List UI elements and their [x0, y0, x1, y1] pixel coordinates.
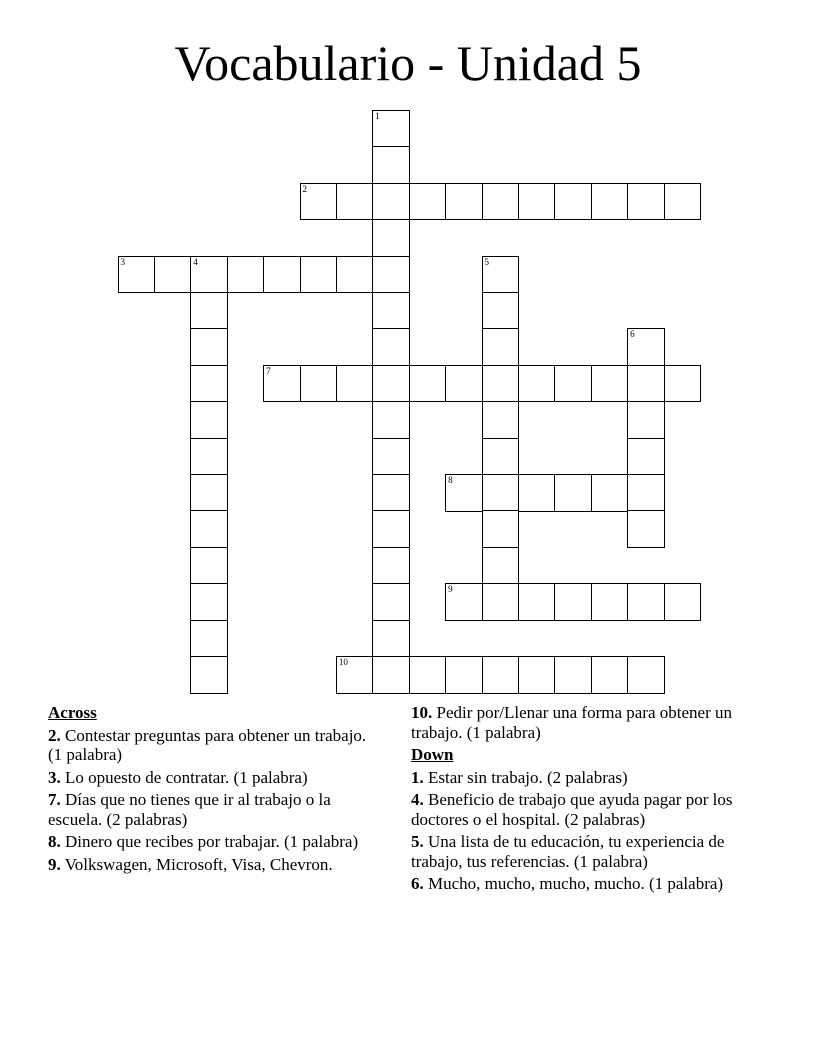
- crossword-cell[interactable]: [518, 583, 556, 621]
- crossword-cell[interactable]: [627, 583, 665, 621]
- clue-number-label: 3: [120, 256, 125, 267]
- crossword-cell[interactable]: [664, 583, 702, 621]
- crossword-cell[interactable]: [554, 365, 592, 403]
- clue-down-6: [411, 874, 761, 894]
- crossword-cell[interactable]: [336, 256, 374, 294]
- clue-text: Pedir por/Llenar una forma para obtener un trabajo. (1 palabra): [411, 703, 732, 742]
- clue-number-label: 6: [630, 329, 635, 340]
- crossword-cell[interactable]: [482, 510, 520, 548]
- crossword-cell[interactable]: [190, 256, 228, 294]
- clue-text: Dinero que recibes por trabajar. (1 palabra): [60, 832, 359, 851]
- crossword-cell[interactable]: [482, 438, 520, 476]
- crossword-cell[interactable]: [445, 365, 483, 403]
- crossword-cell[interactable]: [627, 183, 665, 221]
- crossword-cell[interactable]: [190, 656, 228, 694]
- clue-number-label: 4: [193, 256, 198, 267]
- crossword-cell[interactable]: [300, 183, 338, 221]
- clue-number-label: 10: [338, 657, 348, 667]
- clues-right-column: [411, 703, 761, 897]
- crossword-cell[interactable]: [518, 183, 556, 221]
- clue-down-5: [411, 832, 761, 871]
- clue-number: 2.: [48, 725, 61, 745]
- crossword-cell[interactable]: [190, 401, 228, 439]
- clue-across-7: [48, 790, 378, 829]
- crossword-cell[interactable]: [627, 328, 665, 366]
- crossword-cell[interactable]: [445, 656, 483, 694]
- crossword-cell[interactable]: [554, 583, 592, 621]
- puzzle-title: Vocabulario - Unidad 5: [174, 35, 642, 91]
- clue-number-label: 7: [266, 365, 271, 376]
- crossword-cell[interactable]: [118, 256, 156, 294]
- crossword-cell[interactable]: [482, 183, 520, 221]
- clue-number: 10.: [411, 703, 433, 722]
- crossword-cell[interactable]: [190, 474, 228, 512]
- clue-text: Volkswagen, Microsoft, Visa, Chevron.: [60, 854, 333, 874]
- crossword-cell[interactable]: [372, 256, 410, 294]
- crossword-cell[interactable]: [627, 401, 665, 439]
- crossword-cell[interactable]: [482, 547, 520, 585]
- clue-number: 5.: [411, 832, 424, 851]
- crossword-cell[interactable]: [372, 620, 410, 658]
- clue-number-label: 2: [302, 183, 307, 194]
- crossword-cell[interactable]: [336, 365, 374, 403]
- crossword-cell[interactable]: [664, 183, 702, 221]
- crossword-cell[interactable]: [372, 438, 410, 476]
- crossword-cell[interactable]: [627, 474, 665, 512]
- crossword-cell[interactable]: [554, 656, 592, 694]
- crossword-cell[interactable]: [372, 183, 410, 221]
- crossword-cell[interactable]: [227, 256, 265, 294]
- down-heading: Down: [411, 745, 454, 764]
- crossword-cell[interactable]: [372, 510, 410, 548]
- clue-number: 7.: [48, 790, 61, 809]
- crossword-cell[interactable]: [372, 401, 410, 439]
- crossword-cell[interactable]: [518, 474, 556, 512]
- crossword-cell[interactable]: [190, 547, 228, 585]
- clues-left-column: [48, 703, 378, 877]
- crossword-cell[interactable]: [445, 183, 483, 221]
- crossword-cell[interactable]: [372, 474, 410, 512]
- crossword-cell[interactable]: [190, 510, 228, 548]
- crossword-cell[interactable]: [190, 438, 228, 476]
- crossword-cell[interactable]: [445, 583, 483, 621]
- clue-number: 3.: [48, 767, 61, 787]
- crossword-cell[interactable]: [445, 474, 483, 512]
- crossword-cell[interactable]: [372, 219, 410, 257]
- crossword-cell[interactable]: [482, 474, 520, 512]
- crossword-cell[interactable]: [190, 365, 228, 403]
- crossword-cell[interactable]: [190, 620, 228, 658]
- crossword-cell[interactable]: [482, 583, 520, 621]
- crossword-cell[interactable]: [482, 365, 520, 403]
- crossword-cell[interactable]: [482, 292, 520, 330]
- crossword-cell[interactable]: [482, 401, 520, 439]
- clue-number: 8.: [48, 832, 61, 851]
- clue-across-3: [48, 768, 378, 788]
- clue-number: 4.: [411, 790, 424, 809]
- crossword-cell[interactable]: [300, 256, 338, 294]
- crossword-cell[interactable]: [336, 656, 374, 694]
- clue-text: Estar sin trabajo. (2 palabras): [423, 767, 628, 787]
- clue-number-label: 8: [448, 475, 453, 485]
- crossword-cell[interactable]: [554, 183, 592, 221]
- crossword-cell[interactable]: [627, 438, 665, 476]
- crossword-cell[interactable]: [627, 656, 665, 694]
- clue-number-label: 9: [448, 584, 453, 595]
- clue-number: 6.: [411, 874, 424, 893]
- crossword-cell[interactable]: [372, 328, 410, 366]
- crossword-cell[interactable]: [591, 365, 629, 403]
- crossword-cell[interactable]: [664, 365, 702, 403]
- crossword-cell[interactable]: [591, 474, 629, 512]
- crossword-cell[interactable]: [627, 510, 665, 548]
- crossword-cell[interactable]: [372, 292, 410, 330]
- clue-down-1: [411, 768, 761, 788]
- crossword-cell[interactable]: [518, 656, 556, 694]
- crossword-cell[interactable]: [518, 365, 556, 403]
- crossword-cell[interactable]: [591, 583, 629, 621]
- crossword-cell[interactable]: [554, 474, 592, 512]
- crossword-cell[interactable]: [300, 365, 338, 403]
- clue-text: Beneficio de trabajo que ayuda pagar por los doctores o el hospital. (2 palabras): [411, 790, 733, 829]
- clue-number: 9.: [48, 854, 61, 874]
- crossword-cell[interactable]: [482, 256, 520, 294]
- crossword-cell[interactable]: [372, 146, 410, 184]
- crossword-cell[interactable]: [263, 256, 301, 294]
- crossword-cell[interactable]: [154, 256, 192, 294]
- crossword-cell[interactable]: [409, 183, 447, 221]
- clue-number-label: 5: [484, 256, 489, 267]
- across-heading: Across: [48, 703, 97, 722]
- clue-across-10: [411, 703, 761, 742]
- clue-text: Una lista de tu educación, tu experiencia de trabajo, tus referencias. (1 palabra): [411, 832, 725, 871]
- clue-across-2: [48, 726, 378, 765]
- clue-across-8: [48, 832, 378, 852]
- clue-number-label: 1: [375, 111, 380, 121]
- clue-text: Días que no tienes que ir al trabajo o la escuela. (2 palabras): [48, 790, 331, 829]
- crossword-cell[interactable]: [372, 547, 410, 585]
- crossword-cell[interactable]: [482, 656, 520, 694]
- crossword-cell[interactable]: [591, 183, 629, 221]
- clue-text: Contestar preguntas para obtener un trabajo. (1 palabra): [48, 725, 367, 764]
- crossword-cell[interactable]: [190, 583, 228, 621]
- clue-number: 1.: [411, 767, 424, 787]
- crossword-cell[interactable]: [409, 656, 447, 694]
- crossword-cell[interactable]: [190, 292, 228, 330]
- crossword-cell[interactable]: [372, 110, 410, 148]
- crossword-cell[interactable]: [336, 183, 374, 221]
- crossword-cell[interactable]: [591, 656, 629, 694]
- crossword-cell[interactable]: [482, 328, 520, 366]
- clue-down-4: [411, 790, 761, 829]
- clue-across-9: [48, 855, 378, 875]
- crossword-cell[interactable]: [409, 365, 447, 403]
- crossword-cell[interactable]: [372, 656, 410, 694]
- crossword-cell[interactable]: [627, 365, 665, 403]
- clue-text: Mucho, mucho, mucho, mucho. (1 palabra): [423, 874, 724, 893]
- crossword-cell[interactable]: [372, 583, 410, 621]
- crossword-cell[interactable]: [263, 365, 301, 403]
- crossword-cell[interactable]: [190, 328, 228, 366]
- crossword-cell[interactable]: [372, 365, 410, 403]
- clue-text: Lo opuesto de contratar. (1 palabra): [60, 767, 308, 787]
